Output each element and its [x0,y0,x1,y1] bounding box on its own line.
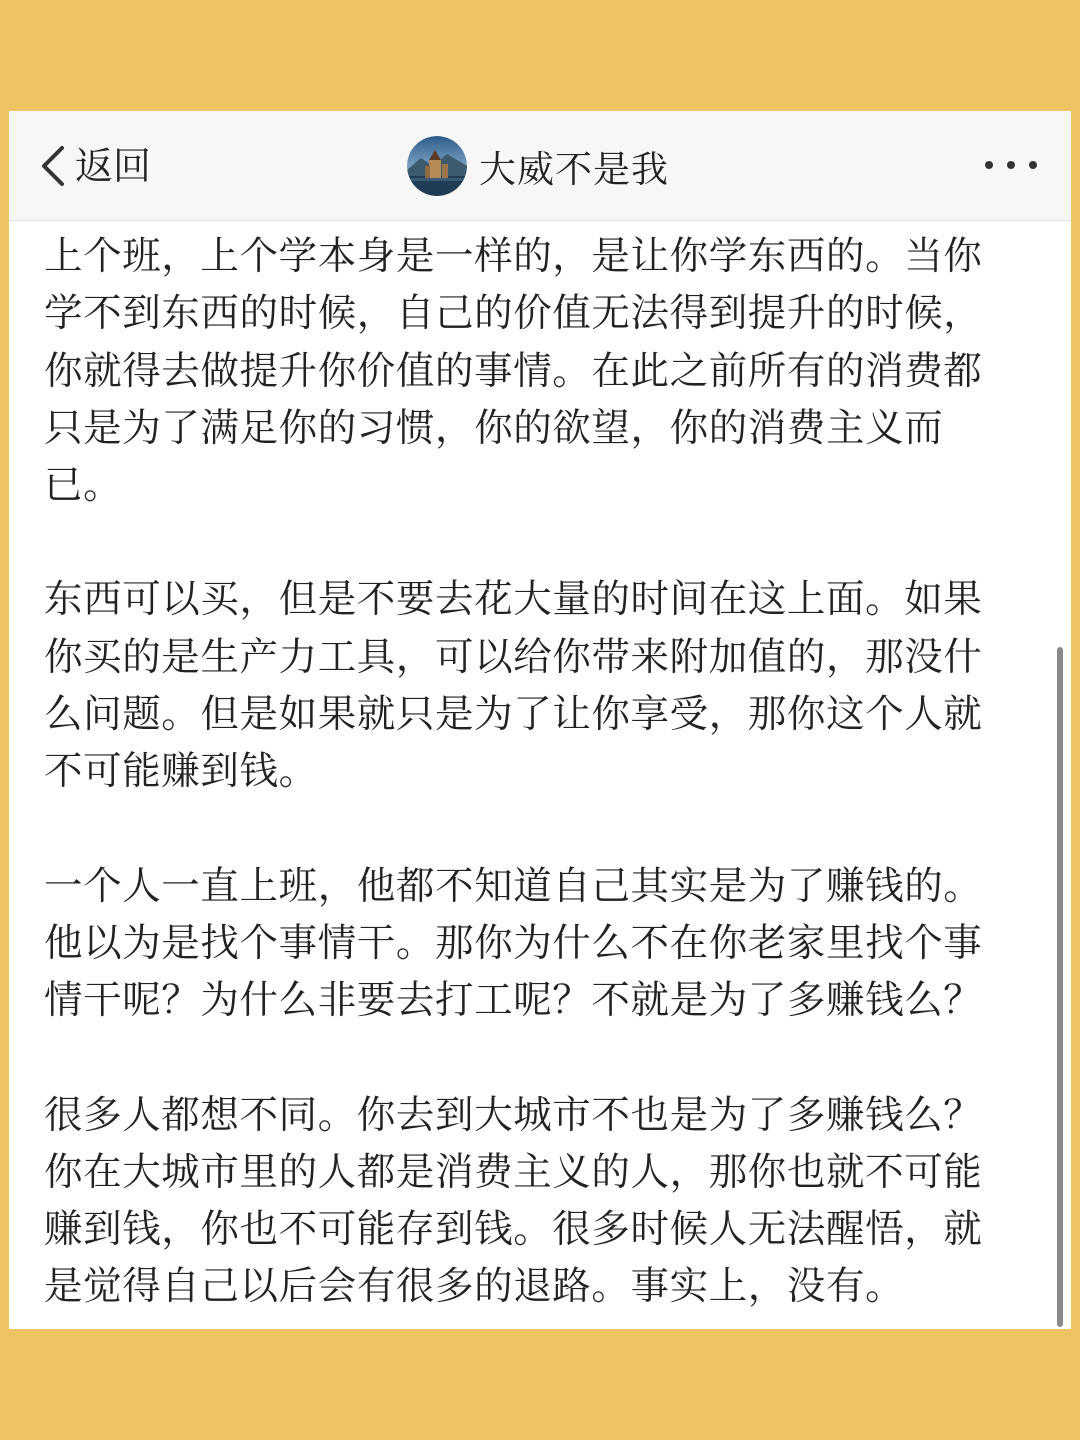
post-card [9,111,1071,1329]
author-info[interactable] [407,135,669,197]
paragraph-1: 上个班，上个学本身是一样的，是让你学东西的。当你 学不到东西的时候，自己的价值无法得到提升的时候， 你就得去做提升你价值的事情。在此之前所有的消费都 只是为了满足你的习惯，你的欲望，你的消费主义而 已。 [44,234,983,509]
author-nickname[interactable]: 大威不是我 [479,148,669,191]
paragraph-2: 东西可以买，但是不要去花大量的时间在这上面。如果 你买的是生产力工具，可以给你带来附加值的，那没什 么问题。但是如果就只是为了让你享受，那你这个人就 不可能赚到钱。 [44,577,983,795]
paragraph-3: 一个人一直上班，他都不知道自己其实是为了赚钱的。 他以为是找个事情干。那你为什么不在你老家里找个事 情干呢？为什么非要去打工呢？不就是为了多赚钱么？ [44,863,983,1024]
vertical-scrollbar[interactable] [1057,647,1063,1327]
top-navigation-bar [9,111,1071,221]
back-label: 返回 [75,144,152,188]
back-button[interactable] [35,137,151,195]
more-dots-icon[interactable] [981,147,1041,183]
post-content [44,228,1034,1329]
paragraph-4: 很多人都想不同。你去到大城市不也是为了多赚钱么？ 你在大城市里的人都是消费主义的人，那你也就不可能 赚到钱，你也不可能存到钱。很多时候人无法醒悟，就 是觉得自己以后会有很多的退路。事实上，没有。 [44,1092,983,1310]
chevron-left-icon [35,140,75,192]
avatar[interactable] [407,136,467,196]
